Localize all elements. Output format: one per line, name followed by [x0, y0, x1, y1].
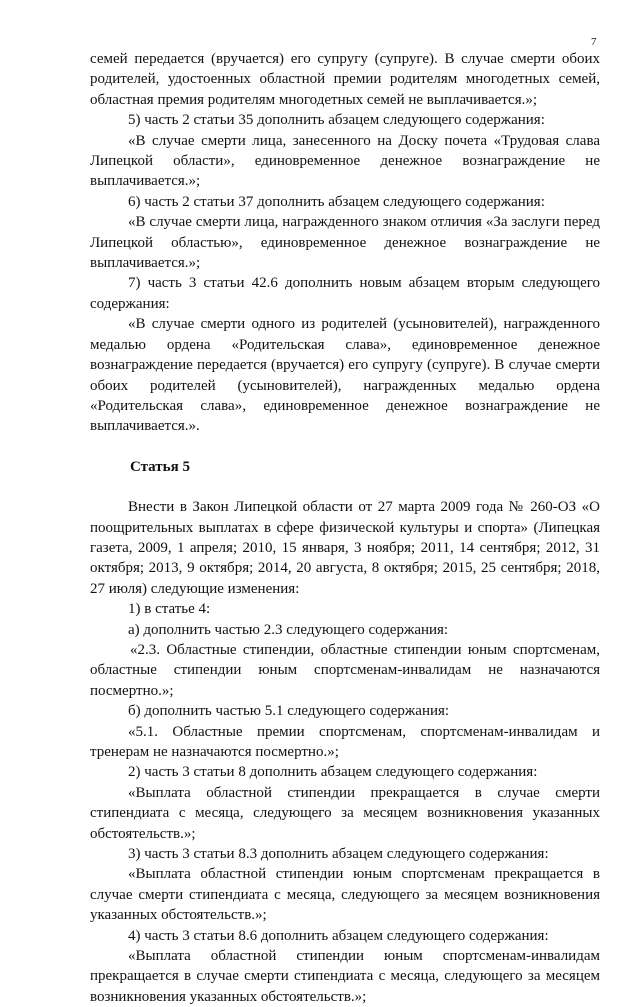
paragraph-amendment-item: 6) часть 2 статьи 37 дополнить абзацем следующего содержания:	[128, 193, 545, 210]
paragraph-introduction: Внести в Закон Липецкой области от 27 марта 2009 года № 260-ОЗ «О поощрительных выплатах в сфере физической культуры и спорта» (Липецкая газета, 2009, 1 апреля; 2010, 15 января, 3 ноября; 2011, 14 сентября; 2012, 31 октября; 2013, 9 октября; 2014, 20 августа, 8 октября; 2015, 25 сентября; 2018, 27 июля) следующие изменения:	[90, 499, 600, 597]
paragraph-quoted-text: «5.1. Областные премии спортсменам, спортсменам-инвалидам и тренерам не назначаются посмертно.»;	[90, 723, 600, 760]
document-body	[90, 49, 600, 1007]
paragraph-quoted-text: «2.3. Областные стипендии, областные стипендии юным спортсменам, областные стипендии юным спортсменам-инвалидам не назначаются посмертно.»;	[90, 641, 600, 699]
paragraph-amendment-item: 4) часть 3 статьи 8.6 дополнить абзацем следующего содержания:	[128, 927, 549, 944]
page-number: 7	[591, 36, 597, 48]
paragraph-quoted-text: «Выплата областной стипендии юным спортсменам прекращается в случае смерти стипендиата с месяца, следующего за месяцем возникновения указанных обстоятельств.»;	[90, 866, 600, 924]
paragraph-quoted-text: «В случае смерти одного из родителей (усыновителей), награжденного медалью ордена «Родительская слава», единовременное денежное вознаграждение передается (вручается) его супругу (супруге). В случае смерти обоих родителей (усыновителей), награжденных медалью ордена «Родительская слава», единовременное денежное вознаграждение не выплачивается.».	[90, 316, 600, 435]
paragraph-amendment-subitem: б) дополнить частью 5.1 следующего содержания:	[128, 703, 450, 720]
paragraph-amendment-item: 5) часть 2 статьи 35 дополнить абзацем следующего содержания:	[128, 112, 545, 129]
paragraph-amendment-item: 2) часть 3 статьи 8 дополнить абзацем следующего содержания:	[128, 764, 538, 781]
paragraph-quoted-text: «Выплата областной стипендии прекращается в случае смерти стипендиата с месяца, следующего за месяцем возникновения указанных обстоятельств.»;	[90, 784, 600, 842]
paragraph-quoted-text: «В случае смерти лица, награжденного знаком отличия «За заслуги перед Липецкой областью», единовременное денежное вознаграждение не выплачивается.»;	[90, 214, 600, 272]
paragraph-amendment-subitem: а) дополнить частью 2.3 следующего содержания:	[128, 621, 449, 638]
paragraph-quoted-text: «Выплата областной стипендии юным спортсменам-инвалидам прекращается в случае смерти стипендиата с месяца, следующего за месяцем возникновения указанных обстоятельств.»;	[90, 948, 600, 1005]
paragraph-amendment-item: 1) в статье 4:	[128, 601, 211, 618]
paragraph-continuation: семей передается (вручается) его супругу (супруге). В случае смерти обоих родителей, удостоенных областной премии родителям многодетных семей, областная премия родителям многодетных семей не выплачивается.»;	[90, 51, 600, 108]
article-heading: Статья 5	[130, 458, 190, 475]
paragraph-amendment-item: 3) часть 3 статьи 8.3 дополнить абзацем следующего содержания:	[128, 846, 549, 863]
paragraph-amendment-item: 7) часть 3 статьи 42.6 дополнить новым абзацем вторым следующего содержания:	[90, 275, 600, 312]
paragraph-quoted-text: «В случае смерти лица, занесенного на Доску почета «Трудовая слава Липецкой области», единовременное денежное вознаграждение не выплачивается.»;	[90, 132, 600, 190]
